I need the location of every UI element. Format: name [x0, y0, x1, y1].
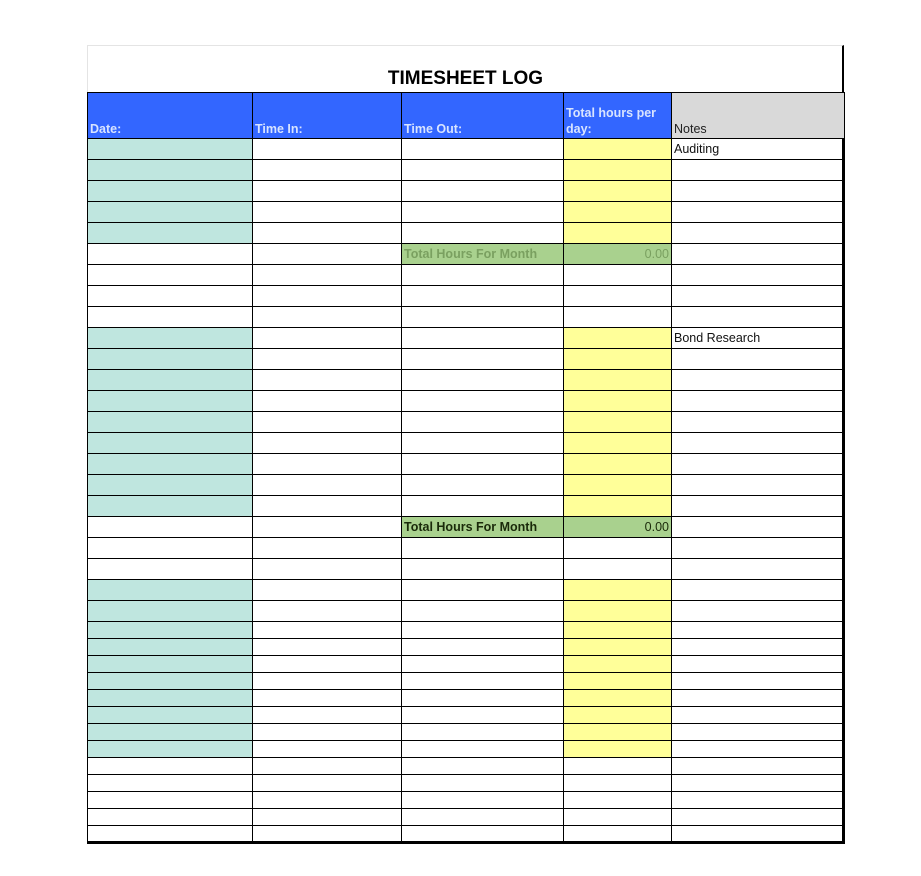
notes-cell[interactable]: [672, 538, 845, 559]
hours-cell[interactable]: [564, 673, 672, 690]
date-cell[interactable]: [88, 622, 253, 639]
header-row: [88, 93, 845, 139]
time-out-cell[interactable]: [402, 809, 564, 826]
notes-cell[interactable]: [672, 265, 845, 286]
hours-cell[interactable]: [564, 622, 672, 639]
table-row: [88, 601, 845, 622]
hours-cell[interactable]: [564, 286, 672, 307]
notes-cell[interactable]: [672, 601, 845, 622]
header-date: Date:: [88, 93, 253, 139]
notes-cell[interactable]: [672, 496, 845, 517]
time-out-cell[interactable]: [402, 559, 564, 580]
time-out-cell[interactable]: [402, 307, 564, 328]
date-cell[interactable]: [88, 412, 253, 433]
date-cell[interactable]: [88, 181, 253, 202]
date-cell[interactable]: [88, 673, 253, 690]
notes-cell[interactable]: [672, 559, 845, 580]
notes-cell[interactable]: [672, 656, 845, 673]
table-row: [88, 265, 845, 286]
hours-cell[interactable]: [564, 391, 672, 412]
time-out-cell[interactable]: [402, 160, 564, 181]
time-out-cell[interactable]: [402, 370, 564, 391]
time-out-cell[interactable]: [402, 496, 564, 517]
time-in-cell[interactable]: [253, 601, 402, 622]
hours-cell[interactable]: [564, 475, 672, 496]
time-out-cell[interactable]: [402, 724, 564, 741]
date-cell[interactable]: [88, 475, 253, 496]
time-out-cell[interactable]: [402, 741, 564, 758]
hours-cell[interactable]: [564, 707, 672, 724]
table-row: [88, 454, 845, 475]
time-out-cell[interactable]: [402, 601, 564, 622]
date-cell[interactable]: [88, 826, 253, 843]
time-in-cell[interactable]: [253, 412, 402, 433]
table-row: [88, 160, 845, 181]
table-row: [88, 809, 845, 826]
total-row: [88, 244, 845, 265]
date-cell[interactable]: [88, 741, 253, 758]
time-out-cell[interactable]: [402, 758, 564, 775]
hours-cell[interactable]: [564, 639, 672, 656]
time-in-cell[interactable]: [253, 202, 402, 223]
time-in-cell[interactable]: [253, 328, 402, 349]
hours-cell[interactable]: [564, 370, 672, 391]
date-cell[interactable]: [88, 391, 253, 412]
total-row: [88, 517, 845, 538]
notes-cell[interactable]: [672, 517, 845, 538]
time-in-cell[interactable]: [253, 454, 402, 475]
date-cell[interactable]: [88, 433, 253, 454]
notes-cell[interactable]: [672, 758, 845, 775]
hours-cell[interactable]: [564, 328, 672, 349]
hours-cell[interactable]: [564, 741, 672, 758]
table-row: [88, 328, 845, 349]
time-out-cell[interactable]: [402, 223, 564, 244]
date-cell[interactable]: [88, 265, 253, 286]
notes-cell[interactable]: [672, 741, 845, 758]
time-in-cell[interactable]: [253, 244, 402, 265]
notes-cell[interactable]: [672, 580, 845, 601]
time-in-cell[interactable]: [253, 181, 402, 202]
time-in-cell[interactable]: [253, 656, 402, 673]
notes-cell[interactable]: [672, 307, 845, 328]
time-in-cell[interactable]: [253, 517, 402, 538]
hours-cell[interactable]: [564, 412, 672, 433]
hours-cell[interactable]: [564, 160, 672, 181]
time-in-cell[interactable]: [253, 496, 402, 517]
table-row: [88, 673, 845, 690]
table-row: [88, 349, 845, 370]
hours-cell[interactable]: [564, 690, 672, 707]
notes-cell[interactable]: [672, 707, 845, 724]
header-time-in: Time In:: [253, 93, 402, 139]
time-in-cell[interactable]: [253, 809, 402, 826]
table-row: [88, 391, 845, 412]
time-in-cell[interactable]: [253, 391, 402, 412]
time-in-cell[interactable]: [253, 673, 402, 690]
time-out-cell[interactable]: [402, 673, 564, 690]
notes-cell[interactable]: [672, 475, 845, 496]
time-in-cell[interactable]: [253, 475, 402, 496]
notes-cell[interactable]: [672, 286, 845, 307]
time-out-cell[interactable]: [402, 328, 564, 349]
time-out-cell[interactable]: [402, 454, 564, 475]
notes-cell[interactable]: [672, 391, 845, 412]
table-row: [88, 758, 845, 775]
table-row: [88, 139, 845, 160]
hours-cell[interactable]: [564, 454, 672, 475]
notes-cell[interactable]: Bond Research: [672, 328, 845, 349]
notes-cell[interactable]: [672, 792, 845, 809]
table-row: [88, 181, 845, 202]
notes-cell[interactable]: [672, 202, 845, 223]
time-out-cell[interactable]: [402, 656, 564, 673]
time-in-cell[interactable]: [253, 826, 402, 843]
header-time-out: Time Out:: [402, 93, 564, 139]
date-cell[interactable]: [88, 160, 253, 181]
time-out-cell[interactable]: [402, 707, 564, 724]
time-in-cell[interactable]: [253, 139, 402, 160]
hours-cell[interactable]: [564, 559, 672, 580]
hours-cell[interactable]: [564, 307, 672, 328]
table-row: [88, 775, 845, 792]
notes-cell[interactable]: [672, 775, 845, 792]
date-cell[interactable]: [88, 328, 253, 349]
table-row: [88, 538, 845, 559]
hours-cell[interactable]: [564, 758, 672, 775]
notes-cell[interactable]: [672, 412, 845, 433]
table-row: [88, 307, 845, 328]
total-label: Total Hours For Month: [402, 244, 564, 265]
notes-cell[interactable]: [672, 826, 845, 843]
date-cell[interactable]: [88, 707, 253, 724]
notes-cell[interactable]: [672, 724, 845, 741]
time-out-cell[interactable]: [402, 349, 564, 370]
notes-cell[interactable]: [672, 181, 845, 202]
hours-cell[interactable]: [564, 265, 672, 286]
header-notes: Notes: [672, 93, 845, 139]
time-in-cell[interactable]: [253, 223, 402, 244]
hours-cell[interactable]: [564, 656, 672, 673]
table-row: [88, 792, 845, 809]
time-in-cell[interactable]: [253, 370, 402, 391]
notes-cell[interactable]: [672, 454, 845, 475]
hours-cell[interactable]: [564, 724, 672, 741]
date-cell[interactable]: [88, 601, 253, 622]
time-out-cell[interactable]: [402, 391, 564, 412]
hours-cell[interactable]: [564, 223, 672, 244]
hours-cell[interactable]: [564, 775, 672, 792]
notes-cell[interactable]: [672, 244, 845, 265]
table-row: [88, 580, 845, 601]
date-cell[interactable]: [88, 223, 253, 244]
table-row: [88, 639, 845, 656]
table-row: [88, 656, 845, 673]
notes-cell[interactable]: [672, 639, 845, 656]
time-in-cell[interactable]: [253, 286, 402, 307]
header-total-per-day: Total hours per day:: [564, 93, 672, 139]
date-cell[interactable]: [88, 809, 253, 826]
hours-cell[interactable]: [564, 601, 672, 622]
table-row: [88, 286, 845, 307]
table-row: [88, 202, 845, 223]
time-in-cell[interactable]: [253, 622, 402, 639]
notes-cell[interactable]: [672, 809, 845, 826]
notes-cell[interactable]: [672, 223, 845, 244]
time-in-cell[interactable]: [253, 639, 402, 656]
time-out-cell[interactable]: [402, 286, 564, 307]
date-cell[interactable]: [88, 307, 253, 328]
notes-cell[interactable]: [672, 673, 845, 690]
time-out-cell[interactable]: [402, 433, 564, 454]
table-row: [88, 223, 845, 244]
hours-cell[interactable]: [564, 202, 672, 223]
table-row: [88, 622, 845, 639]
hours-cell[interactable]: [564, 580, 672, 601]
hours-cell[interactable]: [564, 496, 672, 517]
hours-cell[interactable]: [564, 181, 672, 202]
date-cell[interactable]: [88, 496, 253, 517]
timesheet-table: [87, 92, 845, 844]
table-row: [88, 433, 845, 454]
time-out-cell[interactable]: [402, 639, 564, 656]
time-out-cell[interactable]: [402, 690, 564, 707]
date-cell[interactable]: [88, 202, 253, 223]
date-cell[interactable]: [88, 538, 253, 559]
date-cell[interactable]: [88, 724, 253, 741]
notes-cell[interactable]: [672, 349, 845, 370]
table-row: [88, 370, 845, 391]
time-in-cell[interactable]: [253, 758, 402, 775]
time-in-cell[interactable]: [253, 349, 402, 370]
time-out-cell[interactable]: [402, 622, 564, 639]
time-in-cell[interactable]: [253, 792, 402, 809]
date-cell[interactable]: [88, 656, 253, 673]
time-out-cell[interactable]: [402, 826, 564, 843]
date-cell[interactable]: [88, 517, 253, 538]
date-cell[interactable]: [88, 580, 253, 601]
date-cell[interactable]: [88, 792, 253, 809]
hours-cell[interactable]: [564, 433, 672, 454]
time-in-cell[interactable]: [253, 265, 402, 286]
notes-cell[interactable]: [672, 433, 845, 454]
table-row: [88, 826, 845, 843]
table-row: [88, 475, 845, 496]
table-row: [88, 724, 845, 741]
date-cell[interactable]: [88, 639, 253, 656]
notes-cell[interactable]: [672, 690, 845, 707]
time-in-cell[interactable]: [253, 433, 402, 454]
table-row: [88, 741, 845, 758]
hours-cell[interactable]: [564, 139, 672, 160]
date-cell[interactable]: [88, 690, 253, 707]
table-row: [88, 412, 845, 433]
time-out-cell[interactable]: [402, 139, 564, 160]
time-out-cell[interactable]: [402, 181, 564, 202]
time-in-cell[interactable]: [253, 741, 402, 758]
page-title: TIMESHEET LOG: [387, 68, 544, 89]
time-out-cell[interactable]: [402, 265, 564, 286]
time-out-cell[interactable]: [402, 202, 564, 223]
time-out-cell[interactable]: [402, 792, 564, 809]
date-cell[interactable]: [88, 758, 253, 775]
date-cell[interactable]: [88, 559, 253, 580]
time-in-cell[interactable]: [253, 775, 402, 792]
time-in-cell[interactable]: [253, 559, 402, 580]
total-value: 0.00: [564, 244, 672, 265]
date-cell[interactable]: [88, 286, 253, 307]
table-row: [88, 690, 845, 707]
date-cell[interactable]: [88, 370, 253, 391]
table-row: [88, 559, 845, 580]
time-out-cell[interactable]: [402, 580, 564, 601]
time-in-cell[interactable]: [253, 580, 402, 601]
time-in-cell[interactable]: [253, 160, 402, 181]
time-in-cell[interactable]: [253, 307, 402, 328]
date-cell[interactable]: [88, 139, 253, 160]
notes-cell[interactable]: [672, 622, 845, 639]
table-row: [88, 496, 845, 517]
notes-cell[interactable]: [672, 370, 845, 391]
time-in-cell[interactable]: [253, 724, 402, 741]
date-cell[interactable]: [88, 244, 253, 265]
time-out-cell[interactable]: [402, 412, 564, 433]
total-value: 0.00: [564, 517, 672, 538]
date-cell[interactable]: [88, 349, 253, 370]
date-cell[interactable]: [88, 775, 253, 792]
time-out-cell[interactable]: [402, 775, 564, 792]
time-out-cell[interactable]: [402, 475, 564, 496]
hours-cell[interactable]: [564, 792, 672, 809]
hours-cell[interactable]: [564, 809, 672, 826]
hours-cell[interactable]: [564, 826, 672, 843]
notes-cell[interactable]: [672, 160, 845, 181]
notes-cell[interactable]: Auditing: [672, 139, 845, 160]
hours-cell[interactable]: [564, 349, 672, 370]
time-in-cell[interactable]: [253, 707, 402, 724]
total-label: Total Hours For Month: [402, 517, 564, 538]
table-row: [88, 707, 845, 724]
time-in-cell[interactable]: [253, 690, 402, 707]
hours-cell[interactable]: [564, 538, 672, 559]
date-cell[interactable]: [88, 454, 253, 475]
time-in-cell[interactable]: [253, 538, 402, 559]
time-out-cell[interactable]: [402, 538, 564, 559]
